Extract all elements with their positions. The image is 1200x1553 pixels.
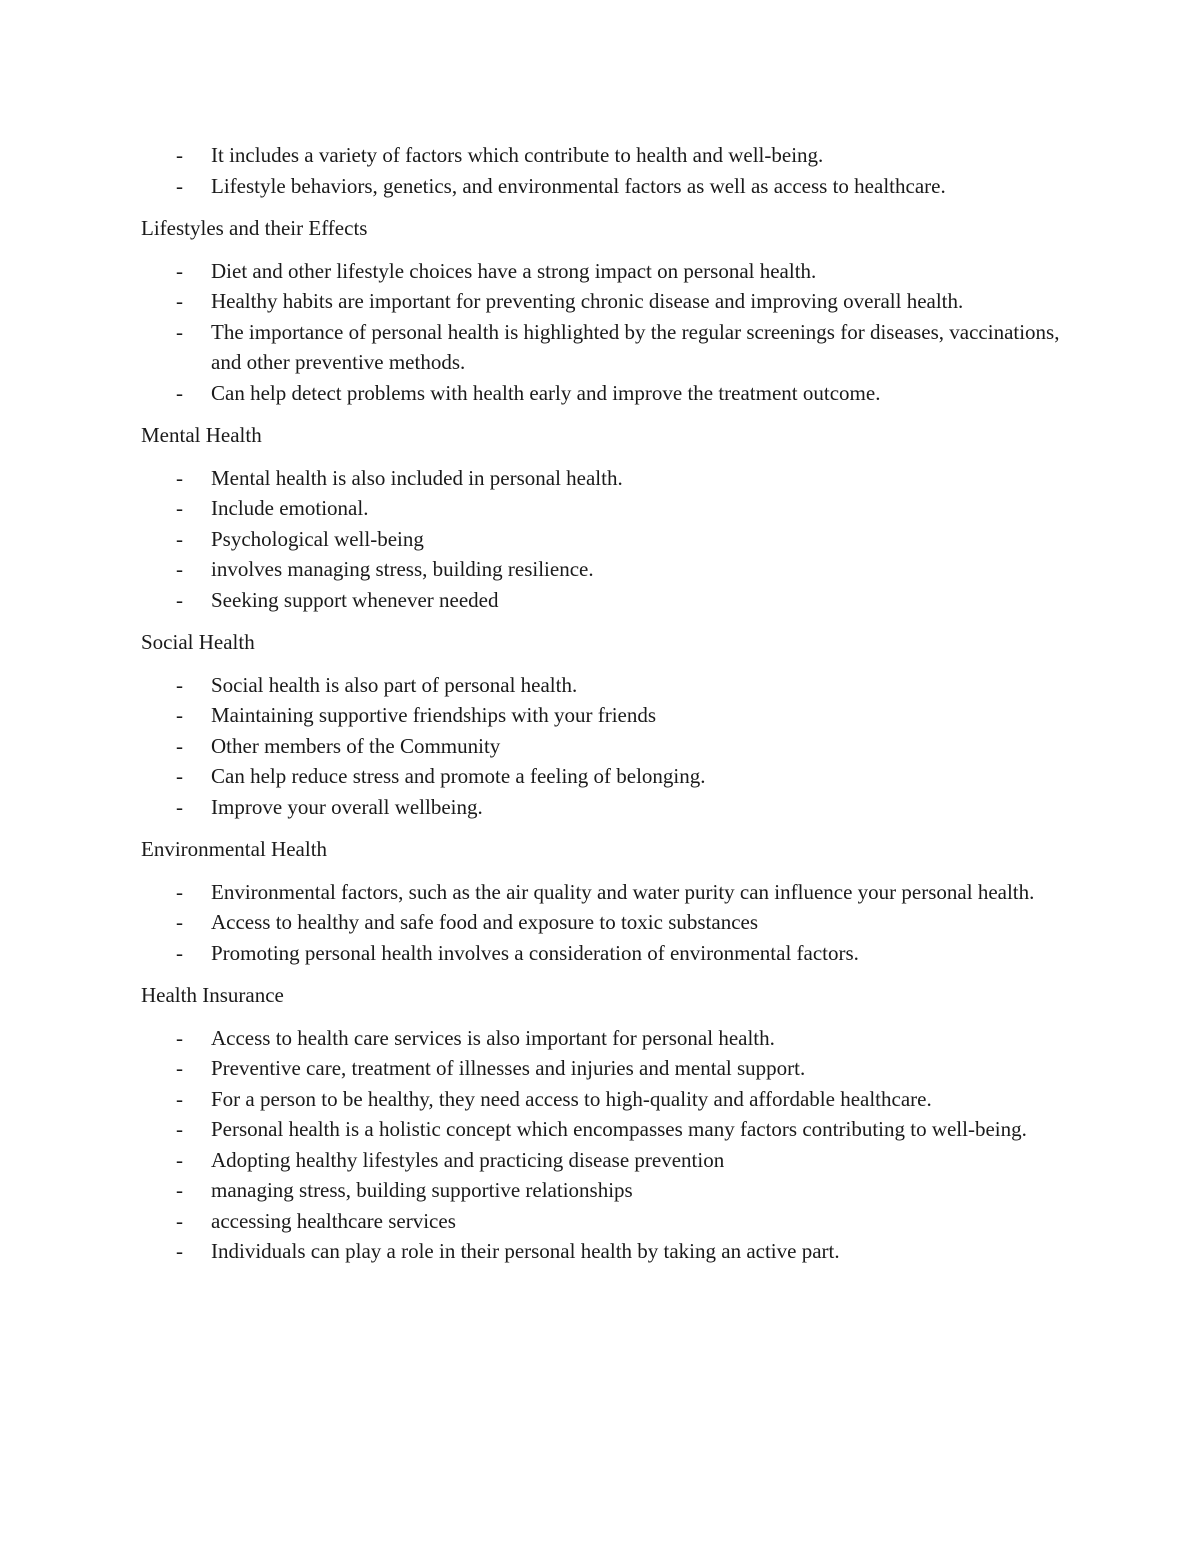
section-intro [141, 140, 1081, 201]
dash-bullet: - [176, 764, 183, 788]
section-mental-health [141, 420, 1081, 615]
list-item [141, 585, 1081, 616]
section-heading: Health Insurance [141, 983, 284, 1007]
list-item [141, 731, 1081, 762]
bullet-list [141, 1023, 1081, 1267]
dash-bullet: - [176, 910, 183, 934]
list-item-text: Other members of the Community [211, 733, 501, 758]
dash-bullet: - [176, 258, 183, 283]
section-heading: Mental Health [141, 423, 262, 447]
list-item [141, 493, 1081, 524]
dash-bullet: - [176, 1239, 183, 1263]
list-item [141, 463, 1081, 494]
section-heading: Social Health [141, 630, 255, 654]
dash-bullet: - [176, 733, 183, 758]
dash-bullet: - [176, 1208, 183, 1233]
list-item [141, 171, 1081, 202]
list-item-text: managing stress, building supportive relationships [211, 1178, 633, 1202]
list-item-text: Access to health care services is also important for personal health. [211, 1025, 775, 1050]
dash-bullet: - [176, 1147, 183, 1172]
dash-bullet: - [176, 173, 183, 198]
list-item [141, 670, 1081, 701]
list-item [141, 524, 1081, 555]
list-item [141, 140, 1081, 171]
dash-bullet: - [176, 794, 183, 819]
dash-bullet: - [176, 465, 183, 490]
list-item [141, 1206, 1081, 1237]
dash-bullet: - [176, 672, 183, 697]
dash-bullet: - [176, 380, 183, 405]
list-item-text: For a person to be healthy, they need access to high-quality and affordable healthcare. [211, 1086, 932, 1111]
list-item [141, 761, 1081, 792]
list-item [141, 792, 1081, 823]
list-item [141, 1175, 1081, 1206]
list-item [141, 317, 1081, 378]
list-item [141, 1236, 1081, 1267]
list-item-text: Can help detect problems with health early and improve the treatment outcome. [211, 380, 881, 405]
list-item-text: Access to healthy and safe food and exposure to toxic substances [211, 910, 759, 934]
list-item [141, 938, 1081, 969]
list-item [141, 1145, 1081, 1176]
dash-bullet: - [176, 940, 183, 965]
list-item [141, 907, 1081, 938]
dash-bullet: - [176, 143, 183, 167]
list-item-text: Environmental factors, such as the air quality and water purity can influence your personal health. [211, 879, 1035, 904]
list-item [141, 554, 1081, 585]
dash-bullet: - [176, 1056, 183, 1080]
bullet-list [141, 463, 1081, 616]
section-environmental-health [141, 834, 1081, 968]
section-health-insurance [141, 980, 1081, 1267]
bullet-list [141, 670, 1081, 823]
list-item [141, 700, 1081, 731]
dash-bullet: - [176, 1086, 183, 1111]
list-item [141, 286, 1081, 317]
dash-bullet: - [176, 289, 183, 313]
list-item-text: Preventive care, treatment of illnesses and injuries and mental support. [211, 1056, 806, 1080]
list-item [141, 1053, 1081, 1084]
list-item-text: Improve your overall wellbeing. [211, 794, 483, 819]
list-item-text: It includes a variety of factors which contribute to health and well-being. [211, 143, 824, 167]
list-item [141, 1114, 1081, 1145]
list-item-text: The importance of personal health is highlighted by the regular screenings for diseases, vaccinations, and other preventive methods. [211, 319, 1060, 374]
section-lifestyles [141, 213, 1081, 408]
dash-bullet: - [176, 1025, 183, 1050]
list-item-text: accessing healthcare services [211, 1208, 456, 1233]
bullet-list [141, 256, 1081, 409]
bullet-list [141, 877, 1081, 969]
section-heading: Lifestyles and their Effects [141, 216, 368, 240]
list-item-text: Healthy habits are important for preventing chronic disease and improving overall health. [211, 289, 964, 313]
dash-bullet: - [176, 557, 183, 581]
dash-bullet: - [176, 587, 183, 612]
section-social-health [141, 627, 1081, 822]
dash-bullet: - [176, 496, 183, 520]
bullet-list [141, 140, 1081, 201]
list-item-text: Diet and other lifestyle choices have a strong impact on personal health. [211, 258, 817, 283]
list-item-text: Maintaining supportive friendships with your friends [211, 703, 657, 727]
list-item [141, 1023, 1081, 1054]
list-item-text: involves managing stress, building resilience. [211, 557, 594, 581]
list-item-text: Social health is also part of personal health. [211, 672, 578, 697]
list-item-text: Personal health is a holistic concept which encompasses many factors contributing to well-being. [211, 1117, 1027, 1141]
dash-bullet: - [176, 703, 183, 727]
list-item [141, 378, 1081, 409]
dash-bullet: - [176, 879, 183, 904]
list-item-text: Psychological well-being [211, 526, 424, 551]
dash-bullet: - [176, 1178, 183, 1202]
list-item [141, 1084, 1081, 1115]
list-item-text: Adopting healthy lifestyles and practicing disease prevention [211, 1147, 725, 1172]
list-item-text: Seeking support whenever needed [211, 587, 499, 612]
list-item [141, 256, 1081, 287]
dash-bullet: - [176, 1117, 183, 1141]
document-body [141, 140, 1081, 1267]
list-item-text: Mental health is also included in personal health. [211, 465, 623, 490]
dash-bullet: - [176, 526, 183, 551]
list-item-text: Can help reduce stress and promote a feeling of belonging. [211, 764, 706, 788]
list-item-text: Lifestyle behaviors, genetics, and environmental factors as well as access to healthcare. [211, 173, 946, 198]
list-item-text: Include emotional. [211, 496, 369, 520]
list-item-text: Promoting personal health involves a consideration of environmental factors. [211, 940, 859, 965]
section-heading: Environmental Health [141, 837, 328, 861]
dash-bullet: - [176, 319, 183, 344]
list-item [141, 877, 1081, 908]
list-item-text: Individuals can play a role in their personal health by taking an active part. [211, 1239, 840, 1263]
